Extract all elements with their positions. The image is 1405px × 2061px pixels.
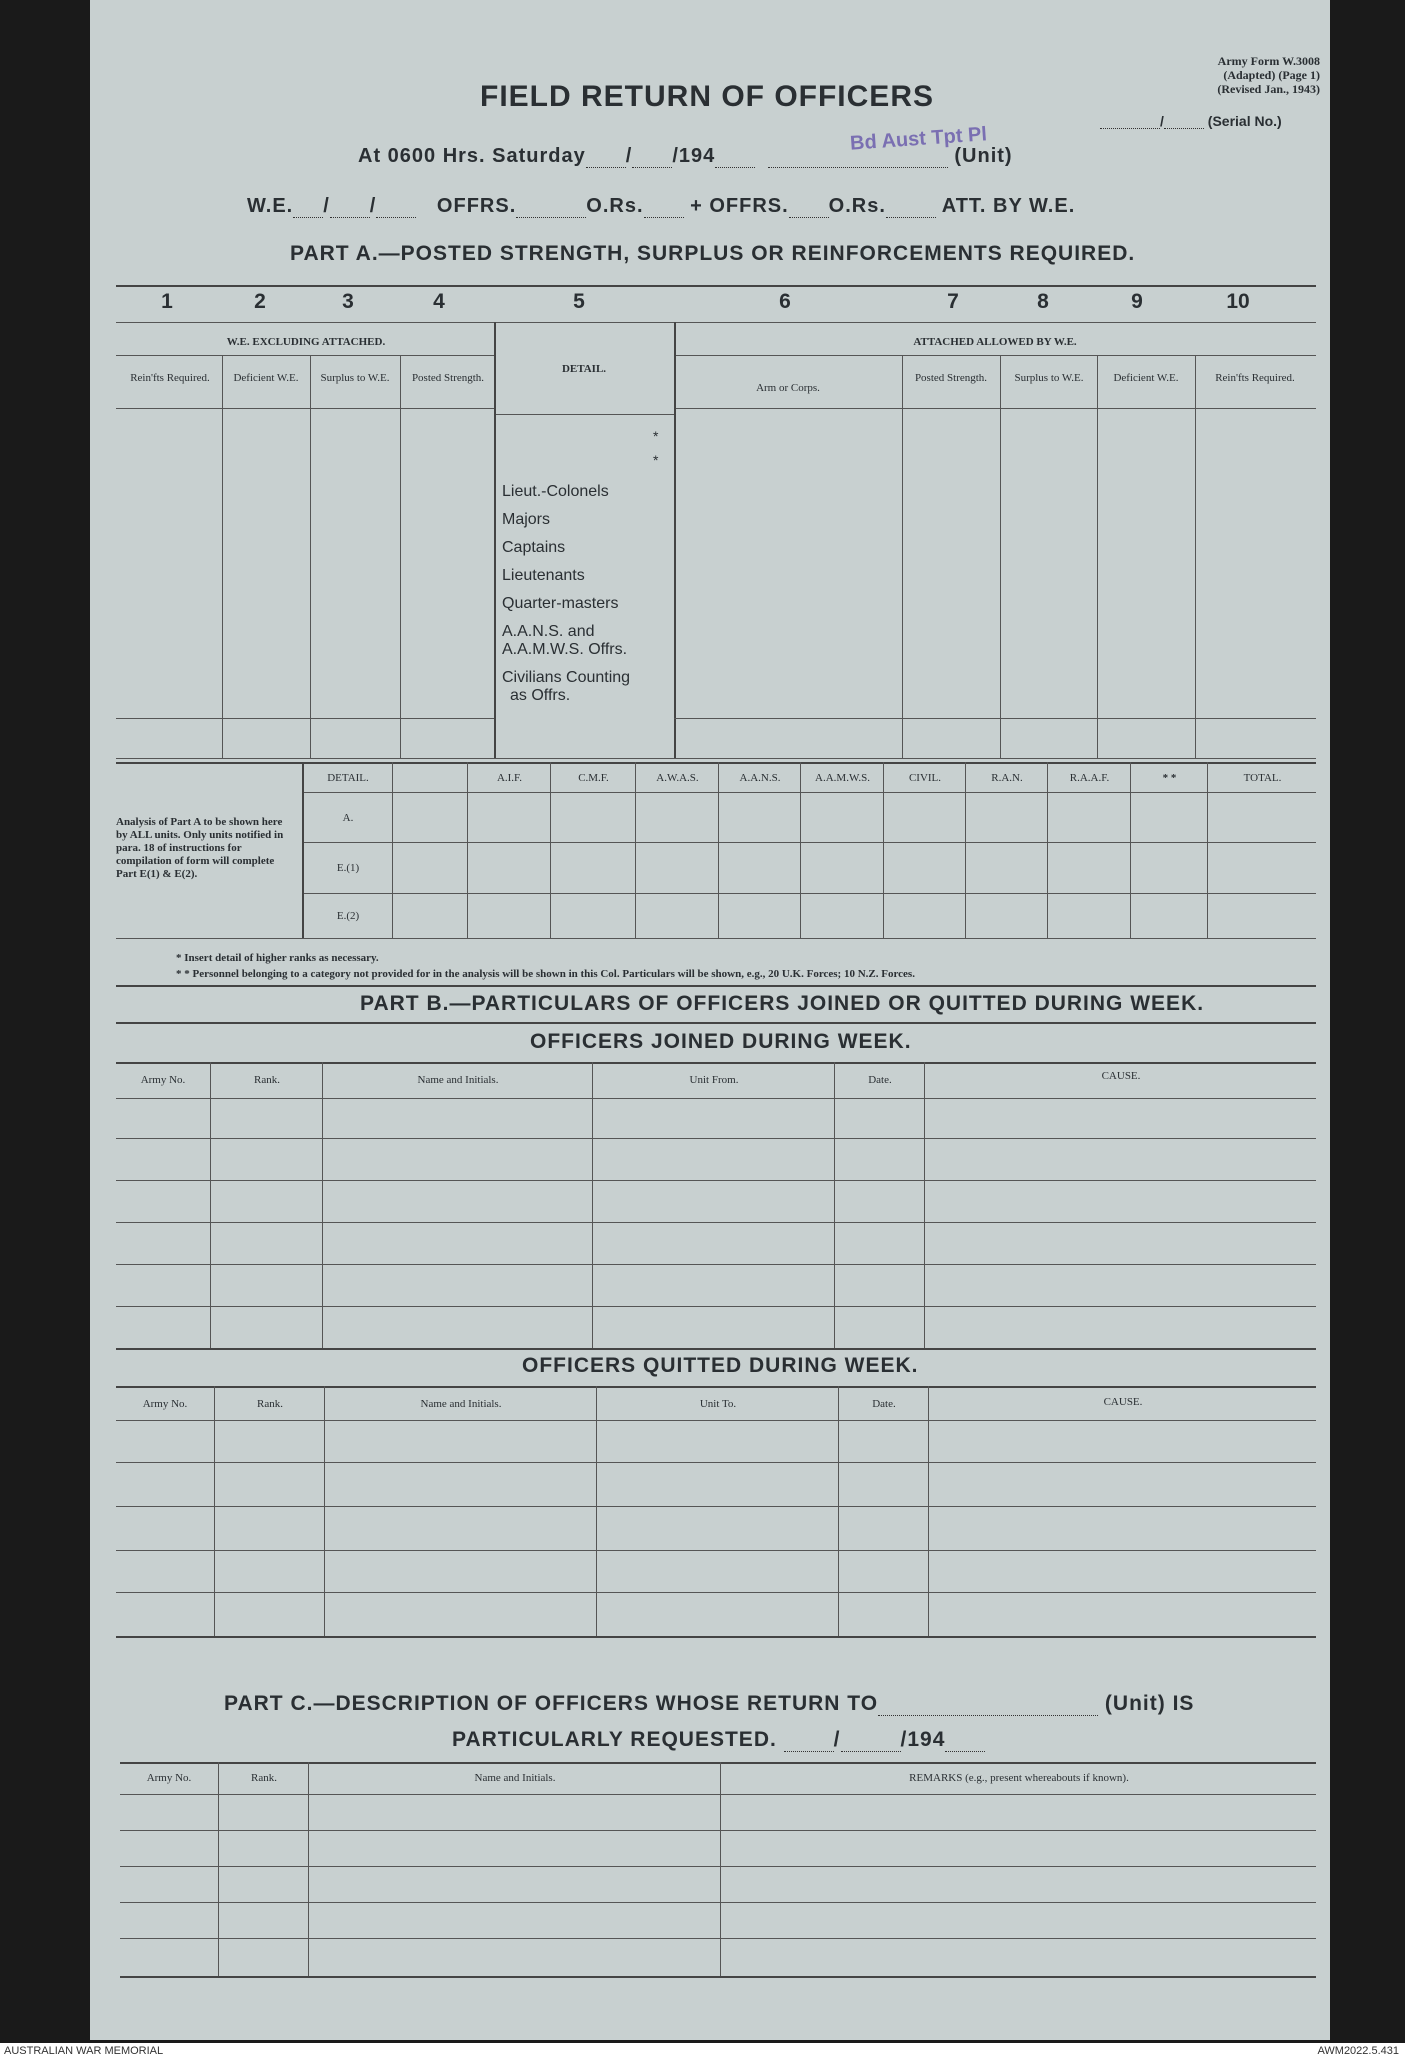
we-ors-2: O.Rs. <box>828 195 886 217</box>
col-num-10: 10 <box>1226 290 1250 313</box>
quitted-head-unit: Unit To. <box>699 1398 737 1410</box>
joined-title: OFFICERS JOINED DURING WEEK. <box>530 1030 912 1053</box>
an-head-aans: A.A.N.S. <box>739 772 781 784</box>
footnote-1: * Insert detail of higher ranks as necessary. <box>176 952 379 964</box>
an-head-civil: CIVIL. <box>908 772 942 784</box>
serial-label: (Serial No.) <box>1207 113 1282 129</box>
we-offrs-1: OFFRS. <box>436 195 517 217</box>
page-footer <box>0 2043 1405 2061</box>
partc-head-remarks: REMARKS (e.g., present whereabouts if known). <box>909 1772 1129 1784</box>
part-c-title-unit: (Unit) IS <box>1104 1692 1195 1715</box>
an-head-awas: A.W.A.S. <box>656 772 699 784</box>
quitted-head-army: Army No. <box>142 1398 188 1410</box>
col-arm: Arm or Corps. <box>756 382 820 394</box>
an-head-aamws: A.A.M.W.S. <box>815 772 870 784</box>
footer-right: AWM2022.5.431 <box>1317 2045 1399 2057</box>
footnote-2: * * Personnel belonging to a category not provided for in the analysis will be shown in this Col. Particulars will be shown, e.g., 20 U.K. Forces; 10 N.Z. Forces. <box>176 968 915 980</box>
rank-civilians-2: as Offrs. <box>510 687 571 704</box>
an-head-raaf: R.A.A.F. <box>1069 772 1110 784</box>
rank-captains: Captains <box>502 539 566 556</box>
quitted-head-rank: Rank. <box>257 1398 283 1410</box>
col-num-9: 9 <box>1131 290 1143 313</box>
form-id: Army Form W.3008 <box>1217 54 1320 68</box>
date-unit-line: At 0600 Hrs. Saturday / /194 (Unit) <box>358 145 1013 167</box>
footer-left: AUSTRALIAN WAR MEMORIAL <box>4 2045 164 2057</box>
col-num-7: 7 <box>947 290 959 313</box>
part-c-line2: PARTICULARLY REQUESTED. / /194 <box>452 1728 985 1752</box>
an-row-e1: E.(1) <box>336 862 360 874</box>
part-b-title: PART B.—PARTICULARS OF OFFICERS JOINED OR QUITTED DURING WEEK. <box>360 992 1205 1015</box>
we-line: W.E. / / OFFRS. O.Rs. + OFFRS. O.Rs. ATT. BY W.E. <box>247 195 1076 217</box>
partc-head-army: Army No. <box>146 1772 192 1784</box>
we-ors-1: O.Rs. <box>586 195 644 217</box>
an-row-e2: E.(2) <box>336 910 360 922</box>
serial-sep: / <box>1160 113 1164 129</box>
line1-prefix: At 0600 Hrs. Saturday <box>358 145 586 167</box>
rank-aans: A.A.N.S. and <box>502 623 595 640</box>
an-head-detail: DETAIL. <box>327 772 369 784</box>
col-surplus: Surplus to W.E. <box>320 372 390 384</box>
joined-head-unit: Unit From. <box>689 1074 739 1086</box>
rank-civilians: Civilians Counting <box>502 669 631 686</box>
we-att: ATT. BY W.E. <box>941 195 1076 217</box>
rank-lieutenants: Lieutenants <box>502 567 585 584</box>
part-c-requested: PARTICULARLY REQUESTED. <box>452 1728 777 1751</box>
an-head-cmf: C.M.F. <box>578 772 609 784</box>
col-num-3: 3 <box>342 290 354 313</box>
col-num-5: 5 <box>573 290 585 313</box>
col-detail: DETAIL. <box>561 363 607 375</box>
form-id-block <box>1150 54 1320 96</box>
quitted-head-name: Name and Initials. <box>420 1398 502 1410</box>
form-sheet <box>90 0 1330 2040</box>
rank-quarter-masters: Quarter-masters <box>502 595 619 612</box>
right-group-header: ATTACHED ALLOWED BY W.E. <box>913 336 1077 348</box>
col-num-4: 4 <box>433 290 445 313</box>
form-adapted: (Adapted) (Page 1) <box>1223 68 1320 82</box>
line1-unit: (Unit) <box>954 145 1013 167</box>
part-c-year: /194 <box>900 1728 946 1751</box>
col-att-reinfts: Rein'fts Required. <box>1215 372 1295 384</box>
col-att-posted: Posted Strength. <box>914 372 988 384</box>
we-plus: + <box>690 195 703 217</box>
joined-head-army: Army No. <box>140 1074 186 1086</box>
form-revised: (Revised Jan., 1943) <box>1217 82 1320 96</box>
asterisk-1: * <box>653 428 659 444</box>
we-offrs-2: OFFRS. <box>709 195 789 217</box>
col-deficient: Deficient W.E. <box>233 372 299 384</box>
an-row-a: A. <box>342 812 354 824</box>
part-c-title-pre: PART C.—DESCRIPTION OF OFFICERS WHOSE RETURN TO <box>224 1692 879 1715</box>
analysis-note: Analysis of Part A to be shown here by ALL units. Only units notified in para. 18 of instructions for compilation of form will complete Part E(1) & E(2). <box>116 816 284 880</box>
rank-lieut-colonels: Lieut.-Colonels <box>502 483 609 500</box>
quitted-head-cause: CAUSE. <box>1103 1396 1143 1408</box>
serial-number <box>1100 112 1282 129</box>
col-num-1: 1 <box>161 290 173 313</box>
we-label: W.E. <box>247 195 294 217</box>
asterisk-2: * <box>653 452 659 468</box>
line1-year: /194 <box>672 145 716 167</box>
part-c-title <box>224 1692 1194 1716</box>
col-num-8: 8 <box>1037 290 1049 313</box>
col-att-deficient: Deficient W.E. <box>1113 372 1179 384</box>
unit-stamp: Bd Aust Tpt Pl <box>849 123 988 155</box>
joined-head-cause: CAUSE. <box>1101 1070 1141 1082</box>
joined-head-rank: Rank. <box>254 1074 280 1086</box>
quitted-head-date: Date. <box>872 1398 896 1410</box>
rank-aamws: A.A.M.W.S. Offrs. <box>502 641 628 658</box>
joined-head-date: Date. <box>868 1074 892 1086</box>
page-title: FIELD RETURN OF OFFICERS <box>480 80 934 113</box>
col-posted: Posted Strength. <box>411 372 485 384</box>
rank-majors: Majors <box>502 511 551 528</box>
col-reinfts: Rein'fts Required. <box>130 372 210 384</box>
an-head-aif: A.I.F. <box>496 772 523 784</box>
an-head-other: * * <box>1162 772 1177 784</box>
partc-head-name: Name and Initials. <box>474 1772 556 1784</box>
joined-head-name: Name and Initials. <box>417 1074 499 1086</box>
partc-head-rank: Rank. <box>251 1772 277 1784</box>
quitted-title: OFFICERS QUITTED DURING WEEK. <box>522 1354 919 1377</box>
an-head-ran: R.A.N. <box>991 772 1023 784</box>
left-group-header: W.E. EXCLUDING ATTACHED. <box>226 336 386 348</box>
rank-list <box>502 482 672 706</box>
an-head-total: TOTAL. <box>1243 772 1282 784</box>
col-num-2: 2 <box>254 290 266 313</box>
part-a-title: PART A.—POSTED STRENGTH, SURPLUS OR REINFORCEMENTS REQUIRED. <box>290 242 1136 265</box>
col-num-6: 6 <box>779 290 791 313</box>
col-att-surplus: Surplus to W.E. <box>1014 372 1084 384</box>
